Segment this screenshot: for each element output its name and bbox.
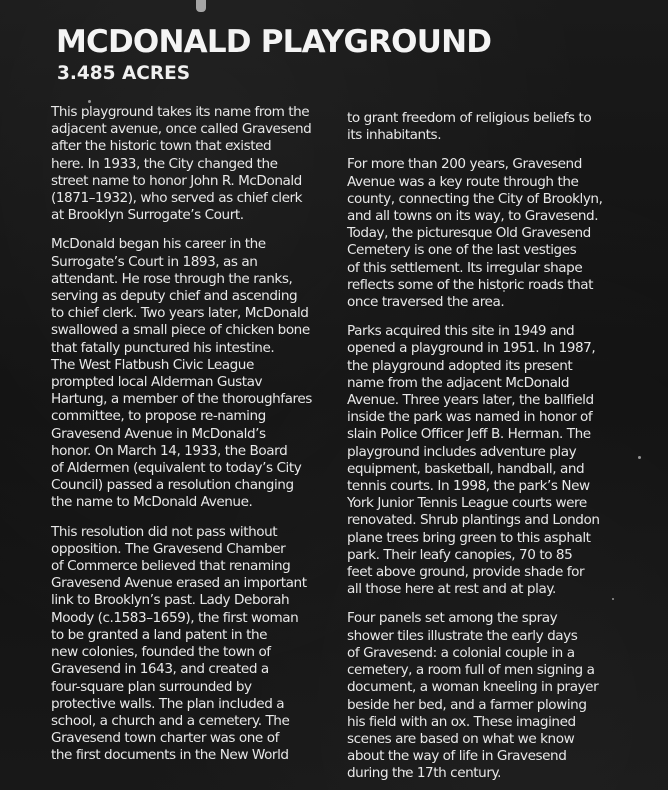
- sign-title: MCDONALD PLAYGROUND: [56, 24, 492, 60]
- paragraph: Parks acquired this site in 1949 and opened a playground in 1951. In 1987, the playground adopted its present name from the adjacent McDonald Avenue. Three years later, the ballfield inside the park was named in honor of slain Police Officer Jeff B. Herman. The playground includes adventure play equipment, basketball, handball, and tennis courts. In 1998, the park’s New York Junior Tennis League courts were renovated. Shrub plantings and London plane trees bring green to this asphalt park. Their leafy canopies, 70 to 85 feet above ground, provide shade for all those here at rest and at play.: [347, 323, 600, 598]
- paragraph: McDonald began his career in the Surrogate’s Court in 1893, as an attendant. He rose through the ranks, serving as deputy chief and ascending to chief clerk. Two years later, McDonald swallowed a small piece of chicken bone that fatally punctured his intestine. The West Flatbush Civic League prompted local Alderman Gustav Hartung, a member of the thoroughfares committee, to propose re-naming Gravesend Avenue in McDonald’s honor. On March 14, 1933, the Board of Aldermen (equivalent to today’s City Council) passed a resolution changing the name to McDonald Avenue.: [51, 236, 312, 511]
- sign-subtitle: 3.485 ACRES: [57, 63, 191, 84]
- paragraph: This playground takes its name from the adjacent avenue, once called Gravesend after the historic town that existed here. In 1933, the City changed the street name to honor John R. McDonald (1871–1932), who served as chief clerk at Brooklyn Surrogate’s Court.: [51, 104, 312, 224]
- paragraph: Four panels set among the spray shower tiles illustrate the early days of Gravesend: a colonial couple in a cemetery, a room full of men signing a document, a woman kneeling in prayer beside her bed, and a farmer plowing his field with an ox. These imagined scenes are based on what we know about the way of life in Gravesend during the 17th century.: [347, 610, 599, 782]
- left-text-column: [51, 104, 341, 777]
- paragraph: For more than 200 years, Gravesend Avenue was a key route through the county, connecting the City of Brooklyn, and all towns on its way, to Gravesend. Today, the picturesque Old Gravesend Cemetery is one of the last vestiges of this settlement. Its irregular shape reflects some of the historic roads that once traversed the area.: [347, 156, 603, 311]
- mounting-bolt: [196, 0, 206, 12]
- paragraph: to grant freedom of religious beliefs to its inhabitants.: [347, 110, 592, 144]
- paragraph: This resolution did not pass without opposition. The Gravesend Chamber of Commerce believed that renaming Gravesend Avenue erased an important link to Brooklyn’s past. Lady Deborah Moody (c.1583–1659), the first woman to be granted a land patent in the new colonies, founded the town of Gravesend in 1643, and created a four-square plan surrounded by protective walls. The plan included a school, a church and a cemetery. The Gravesend town charter was one of the first documents in the New World: [51, 523, 307, 764]
- surface-speck: [88, 100, 91, 103]
- right-text-column: [347, 110, 639, 790]
